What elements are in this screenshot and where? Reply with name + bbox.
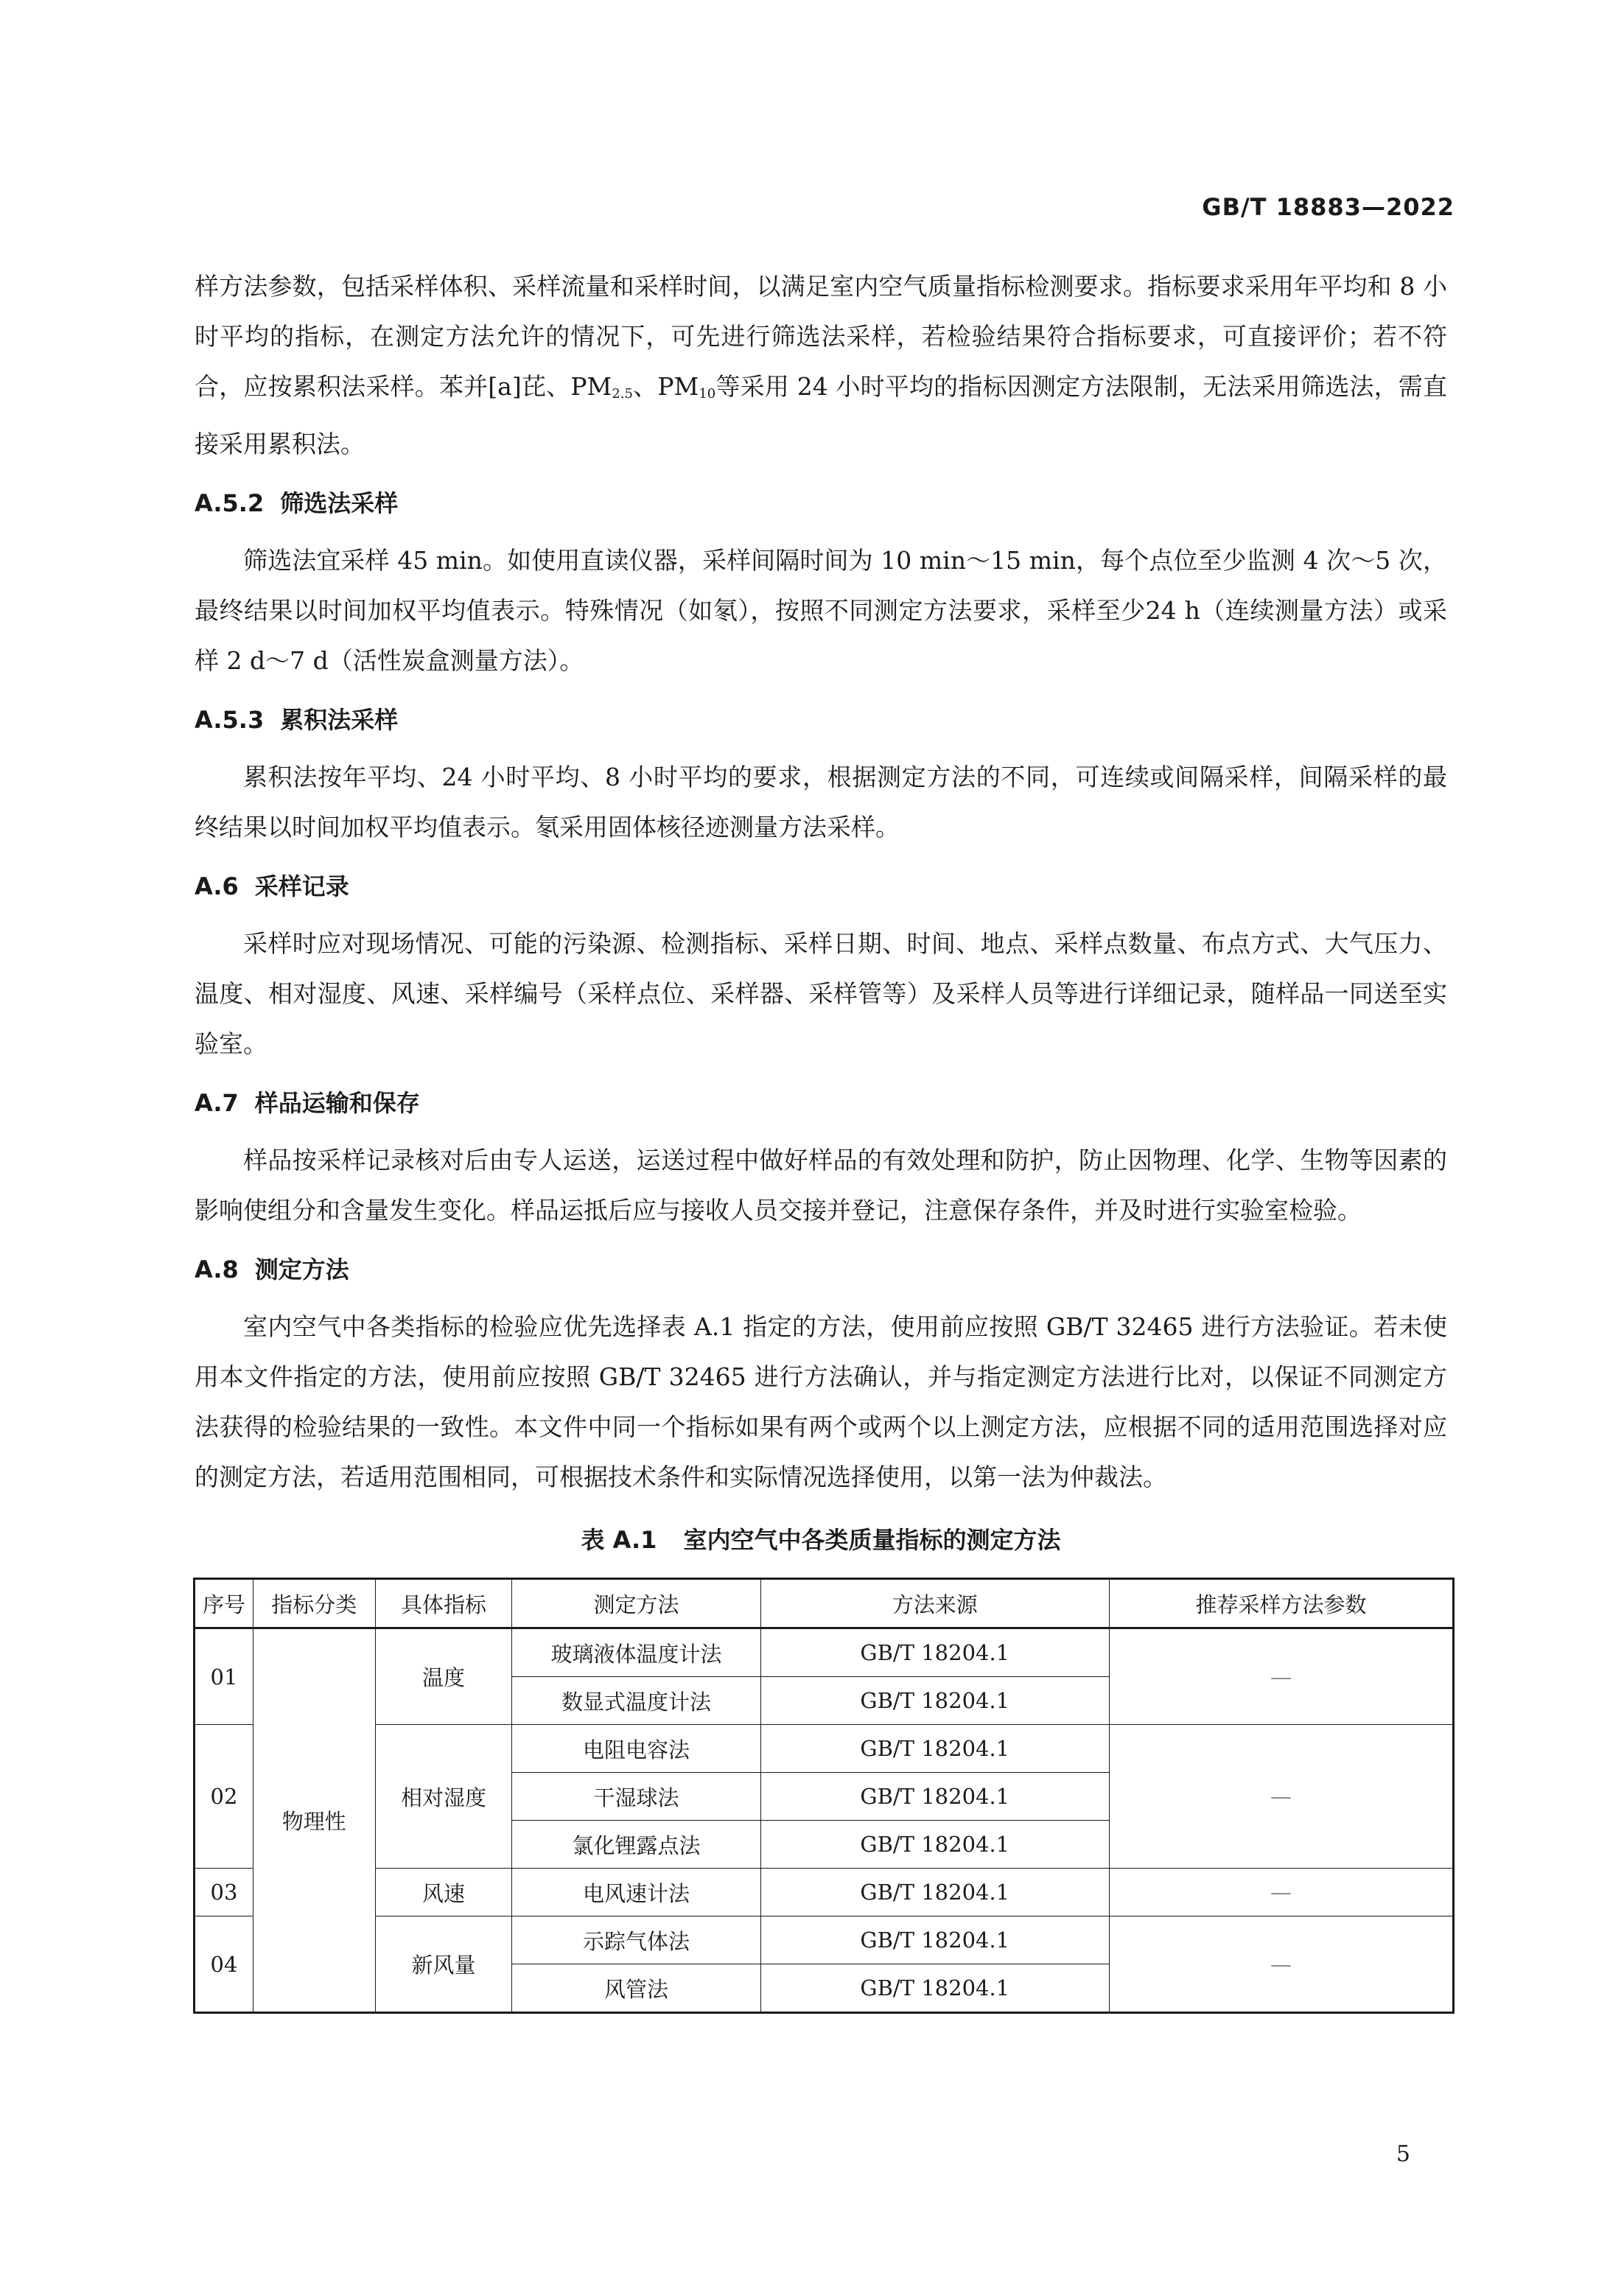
method-cell: 干湿球法 (512, 1773, 760, 1821)
method-cell: 氯化锂露点法 (512, 1821, 760, 1869)
table-row (195, 1916, 1454, 1964)
table-row (195, 1869, 1454, 1916)
param-cell: — (1109, 1628, 1453, 1725)
section-heading-a53: A.5.3 累积法采样 (195, 706, 399, 734)
table-caption: 表 A.1 室内空气中各类质量指标的测定方法 (581, 1526, 1061, 1554)
header-cell: 具体指标 (375, 1579, 512, 1628)
intro-paragraph: 样方法参数，包括采样体积、采样流量和采样时间，以满足室内空气质量指标检测要求。指标要求采用年平均和 8 小时平均的指标，在测定方法允许的情况下，可先进行筛选法采样，若检验结果符合指标要求，可直接评价；若不符合，应按累积法采样。苯并[a]芘、$PM_{2.5}$、$PM_{10}$等采用 24 小时平均的指标因测定方法限制，无法采用筛选法，需直接采用累积法。 (195, 272, 1447, 458)
row-number: 02 (195, 1725, 253, 1869)
param-cell: — (1109, 1725, 1453, 1869)
source-cell: GB/T 18204.1 (760, 1964, 1109, 2013)
row-number: 03 (195, 1869, 253, 1916)
header-cell: 序号 (195, 1579, 253, 1628)
section-text-a53: 累积法按年平均、24 小时平均、8 小时平均的要求，根据测定方法的不同，可连续或间隔采样，间隔采样的最终结果以时间加权平均值表示。氡采用固体核径迹测量方法采样。 (195, 763, 1447, 841)
method-cell: 示踪气体法 (512, 1916, 760, 1964)
source-cell: GB/T 18204.1 (760, 1677, 1109, 1725)
source-cell: GB/T 18204.1 (760, 1628, 1109, 1677)
section-heading-a7: A.7 样品运输和保存 (195, 1089, 420, 1117)
intro-text: 样方法参数，包括采样体积、采样流量和采样时间，以满足室内空气质量指标检测要求。指标要求采用年平均和 8 小时平均的指标，在测定方法允许的情况下，可先进行筛选法采样，若检验结果符合指标要求，可直接评价；若不符合，应按累积法采样。苯并[a]芘、 (195, 272, 1447, 401)
section-text-a8: 室内空气中各类指标的检验应优先选择表 A.1 指定的方法，使用前应按照 GB/T 32465 进行方法验证。若未使用本文件指定的方法，使用前应按照 GB/T 32465 进行方法确认，并与指定测定方法进行比对，以保证不同测定方法获得的检验结果的一致性。本文件中同一个指标如果有两个或两个以上测定方法，应根据不同的适用范围选择对应的测定方法，若适用范围相同，可根据技术条件和实际情况选择使用，以第一法为仲裁法。 (195, 1312, 1447, 1491)
pm25-label: $PM_{2.5}$ (570, 372, 633, 402)
section-heading-a52: A.5.2 筛选法采样 (195, 489, 399, 517)
table-row (195, 1725, 1454, 1773)
header-cell: 测定方法 (512, 1579, 760, 1628)
category-cell: 物理性 (253, 1628, 375, 2013)
row-number: 01 (195, 1628, 253, 1725)
page-number: 5 (1396, 2141, 1410, 2167)
table-row (195, 1628, 1454, 1677)
method-cell: 玻璃液体温度计法 (512, 1628, 760, 1677)
section-heading-a6: A.6 采样记录 (195, 872, 349, 900)
row-number: 04 (195, 1916, 253, 2013)
indicator-cell: 风速 (375, 1869, 512, 1916)
section-text-a52: 筛选法宜采样 45 min。如使用直读仪器，采样间隔时间为 10 min～15 min，每个点位至少监测 4 次～5 次，最终结果以时间加权平均值表示。特殊情况（如氡），按照不同测定方法要求，采样至少24 h（连续测量方法）或采样 2 d～7 d（活性炭盒测量方法）。 (195, 546, 1447, 675)
indicator-cell: 新风量 (375, 1916, 512, 2013)
section-text-a6: 采样时应对现场情况、可能的污染源、检测指标、采样日期、时间、地点、采样点数量、布点方式、大气压力、温度、相对湿度、风速、采样编号（采样点位、采样器、采样管等）及采样人员等进行详细记录，随样品一同送至实验室。 (195, 929, 1447, 1058)
section-text-a7: 样品按采样记录核对后由专人运送，运送过程中做好样品的有效处理和防护，防止因物理、化学、生物等因素的影响使组分和含量发生变化。样品运抵后应与接收人员交接并登记，注意保存条件，并及时进行实验室检验。 (195, 1146, 1447, 1225)
intro-tail: 等采用 24 小时平均的指标因测定方法限制，无法采用筛选法，需直接采用累积法。 (195, 372, 1447, 458)
method-cell: 风管法 (512, 1964, 760, 2013)
header-cell: 方法来源 (760, 1579, 1109, 1628)
standard-number: GB/T 18883—2022 (1202, 193, 1455, 221)
param-cell: — (1109, 1869, 1453, 1916)
param-cell: — (1109, 1916, 1453, 2013)
method-cell: 电风速计法 (512, 1869, 760, 1916)
method-cell: 电阻电容法 (512, 1725, 760, 1773)
main-content (195, 262, 1447, 2014)
source-cell: GB/T 18204.1 (760, 1773, 1109, 1821)
method-cell: 数显式温度计法 (512, 1677, 760, 1725)
source-cell: GB/T 18204.1 (760, 1821, 1109, 1869)
source-cell: GB/T 18204.1 (760, 1869, 1109, 1916)
header-cell: 指标分类 (253, 1579, 375, 1628)
table-header-row (195, 1579, 1454, 1628)
indicator-cell: 温度 (375, 1628, 512, 1725)
methods-table (193, 1578, 1455, 2014)
source-cell: GB/T 18204.1 (760, 1725, 1109, 1773)
indicator-cell: 相对湿度 (375, 1725, 512, 1869)
section-heading-a8: A.8 测定方法 (195, 1256, 349, 1284)
source-cell: GB/T 18204.1 (760, 1916, 1109, 1964)
header-cell: 推荐采样方法参数 (1109, 1579, 1453, 1628)
pm10-label: $PM_{10}$ (657, 372, 716, 402)
